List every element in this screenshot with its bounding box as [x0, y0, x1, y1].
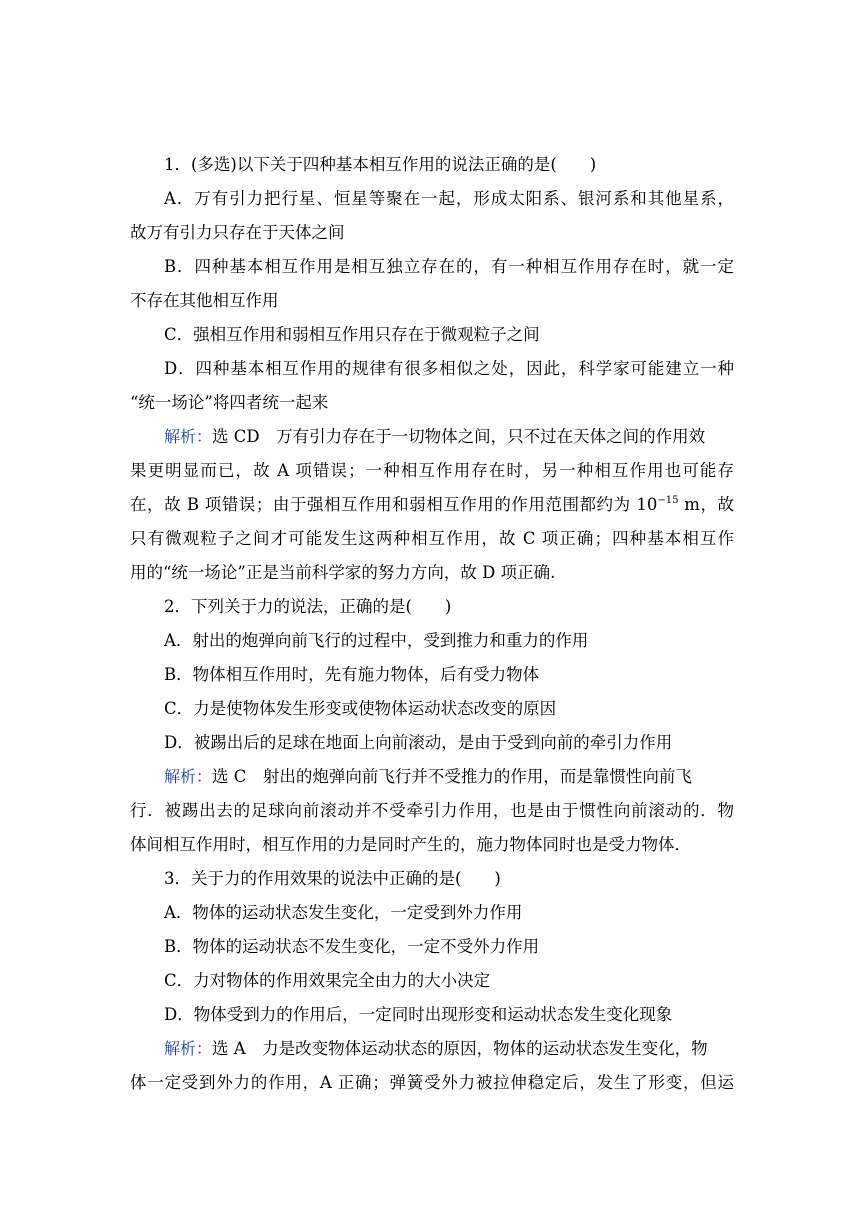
- q1-analysis-line3: [130, 488, 734, 522]
- q3-analysis-label: 解析：: [164, 1039, 213, 1058]
- q1-option-a-line2: 故万有引力只存在于天体之间: [130, 223, 345, 242]
- q2-analysis-line1: [130, 760, 734, 794]
- q1-option-d-line2: “统一场论”将四者统一起来: [130, 393, 329, 412]
- q3-option-d: D．物体受到力的作用后，一定同时出现形变和运动状态发生变化现象: [164, 1005, 673, 1024]
- q1-option-c: C．强相互作用和弱相互作用只存在于微观粒子之间: [164, 325, 540, 344]
- q2-option-a: A．射出的炮弹向前飞行的过程中，受到推力和重力的作用: [164, 631, 589, 650]
- q1-analysis-line5: 用的“统一场论”正是当前科学家的努力方向，故 D 项正确.: [130, 563, 556, 582]
- document-body: [130, 148, 734, 1100]
- q1-stem: 1．(多选)以下关于四种基本相互作用的说法正确的是( ): [164, 155, 597, 174]
- q2-analysis-text1: 选 C 射出的炮弹向前飞行并不受推力的作用，而是靠惯性向前飞: [212, 767, 692, 786]
- q1-option-b-line2: 不存在其他相互作用: [130, 291, 279, 310]
- q2-option-b: B．物体相互作用时，先有施力物体，后有受力物体: [164, 665, 540, 684]
- q1-option-b-line1: B．四种基本相互作用是相互独立存在的，有一种相互作用存在时，就一定: [164, 257, 734, 276]
- q1-analysis-line2: 果更明显而已，故 A 项错误；一种相互作用存在时，另一种相互作用也可能存: [130, 461, 734, 480]
- q3-option-b: B．物体的运动状态不发生变化，一定不受外力作用: [164, 937, 540, 956]
- q3-analysis-text1: 选 A 力是改变物体运动状态的原因，物体的运动状态发生变化，物: [212, 1039, 708, 1058]
- q1-analysis-line4: 只有微观粒子之间才可能发生这两种相互作用，故 C 项正确；四种基本相互作: [130, 529, 734, 548]
- q3-option-a: A．物体的运动状态发生变化，一定受到外力作用: [164, 903, 523, 922]
- q1-option-a-line1: A．万有引力把行星、恒星等聚在一起，形成太阳系、银河系和其他星系，: [164, 189, 734, 208]
- q3-analysis-line2: 体一定受到外力的作用，A 正确；弹簧受外力被拉伸稳定后，发生了形变，但运: [130, 1073, 734, 1092]
- q3-analysis-line1: [130, 1032, 734, 1066]
- q2-analysis-line3: 体间相互作用时，相互作用的力是同时产生的，施力物体同时也是受力物体．: [130, 835, 691, 854]
- q2-option-d: D．被踢出后的足球在地面上向前滚动，是由于受到向前的牵引力作用: [164, 733, 673, 752]
- q1-analysis-label: 解析：: [164, 427, 213, 446]
- q2-option-c: C．力是使物体发生形变或使物体运动状态改变的原因: [164, 699, 557, 718]
- q2-analysis-line2: 行．被踢出去的足球向前滚动并不受牵引力作用，也是由于惯性向前滚动的．物: [130, 801, 734, 820]
- q1-analysis-text1: 选 CD 万有引力存在于一切物体之间，只不过在天体之间的作用效: [212, 427, 706, 446]
- q3-option-c: C．力对物体的作用效果完全由力的大小决定: [164, 971, 491, 990]
- q2-analysis-label: 解析：: [164, 767, 213, 786]
- q1-option-d-line1: D．四种基本相互作用的规律有很多相似之处，因此，科学家可能建立一种: [164, 359, 734, 378]
- q1-analysis-text3-pre: 在，故 B 项错误；由于强相互作用和弱相互作用的作用范围都约为 10: [130, 495, 658, 514]
- q2-stem: 2．下列关于力的说法，正确的是( ): [164, 597, 452, 616]
- q1-analysis-text3-post: m，故: [678, 495, 734, 514]
- q3-stem: 3．关于力的作用效果的说法中正确的是( ): [164, 869, 501, 888]
- q1-analysis-exponent: −15: [657, 495, 679, 506]
- q1-analysis-line1: [130, 420, 734, 454]
